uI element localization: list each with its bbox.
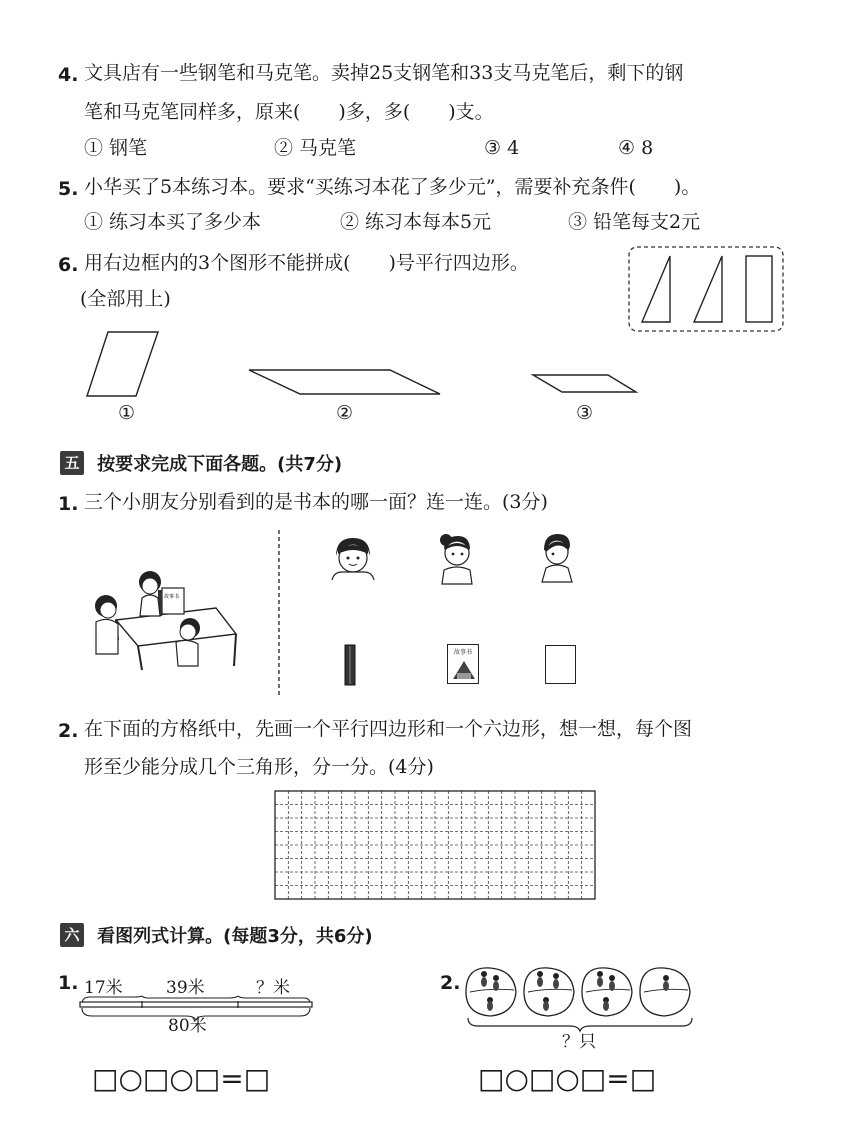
segment-label-2: 39米 <box>166 978 205 998</box>
child-profile-view <box>540 530 574 584</box>
q4-option-1: ① 钢笔 <box>84 137 148 159</box>
leaf-group-3 <box>582 968 632 1016</box>
q4-number: 4. <box>58 64 79 86</box>
ants-on-leaves-illustration <box>462 960 702 1020</box>
q6-label-2: ② <box>336 402 354 424</box>
q6-label-3: ③ <box>576 402 594 424</box>
q6-text: 用右边框内的3个图形不能拼成( )号平行四边形。 <box>84 252 529 274</box>
equation-2[interactable]: □○□○□=□ <box>478 1062 657 1095</box>
q5-number: 5. <box>58 178 79 200</box>
child-side-view <box>436 530 476 586</box>
s6-p1-number: 1. <box>58 972 79 994</box>
leaf-group-1 <box>466 968 516 1016</box>
s5-q1-text: 三个小朋友分别看到的是书本的哪一面？连一连。(3分) <box>84 491 548 513</box>
s5-q2-number: 2. <box>58 720 79 742</box>
q6-shape-box <box>628 246 784 332</box>
parallelogram-option-3 <box>532 374 638 394</box>
s5-q1-number: 1. <box>58 493 79 515</box>
segment-total-label: 80米 <box>168 1016 207 1036</box>
q4-text-line2: 笔和马克笔同样多，原来( )多，多( )支。 <box>84 101 494 123</box>
s5-q2-text-line1: 在下面的方格纸中，先画一个平行四边形和一个六边形，想一想，每个图 <box>84 718 693 740</box>
parallelogram-option-2 <box>248 368 442 396</box>
q5-option-2: ② 练习本每本5元 <box>340 211 492 233</box>
book-back-view <box>545 645 576 684</box>
brace-total-label: ？只 <box>562 1032 596 1052</box>
section6-badge: 六 <box>60 923 84 947</box>
dashed-divider <box>277 530 281 696</box>
book-cover-label: 故事书 <box>453 649 472 656</box>
segment-label-3: ？米 <box>256 978 290 998</box>
s6-p2-number: 2. <box>440 972 461 994</box>
illustration-book-label: 故事书 <box>164 594 180 600</box>
q5-option-3: ③ 铅笔每支2元 <box>568 211 701 233</box>
grid-paper[interactable] <box>274 790 596 900</box>
equation-1[interactable]: □○□○□=□ <box>92 1062 271 1095</box>
rectangle-shape <box>746 256 772 322</box>
q4-option-2: ② 马克笔 <box>274 137 357 159</box>
segment-label-1: 17米 <box>84 978 123 998</box>
section5-header <box>60 450 342 476</box>
parallelogram-option-1 <box>86 330 160 398</box>
section5-badge: 五 <box>60 451 84 475</box>
triangle-shape-2 <box>694 256 722 322</box>
q6-number: 6. <box>58 254 79 276</box>
section5-title: 按要求完成下面各题。(共7分) <box>97 454 343 475</box>
q6-note: (全部用上) <box>80 288 171 310</box>
q4-option-4: ④ 8 <box>618 137 654 159</box>
leaf-group-4 <box>640 968 690 1016</box>
book-spine-view <box>344 644 356 686</box>
total-brace <box>466 1016 694 1032</box>
book-cover-picture <box>451 657 477 681</box>
triangle-shape-1 <box>642 256 670 322</box>
child-front-view <box>330 536 376 582</box>
s5-q2-text-line2: 形至少能分成几个三角形，分一分。(4分) <box>84 756 434 778</box>
q5-option-1: ① 练习本买了多少本 <box>84 211 262 233</box>
leaf-group-2 <box>524 968 574 1016</box>
q4-text-line1: 文具店有一些钢笔和马克笔。卖掉25支钢笔和33支马克笔后，剩下的钢 <box>84 62 684 84</box>
q5-text: 小华买了5本练习本。要求“买练习本花了多少元”，需要补充条件( )。 <box>84 176 701 198</box>
book-cover-view <box>447 644 479 684</box>
children-reading-illustration <box>86 568 242 674</box>
q6-label-1: ① <box>118 402 136 424</box>
section6-header <box>60 922 373 948</box>
q4-option-3: ③ 4 <box>484 137 520 159</box>
section6-title: 看图列式计算。(每题3分，共6分) <box>97 926 373 947</box>
